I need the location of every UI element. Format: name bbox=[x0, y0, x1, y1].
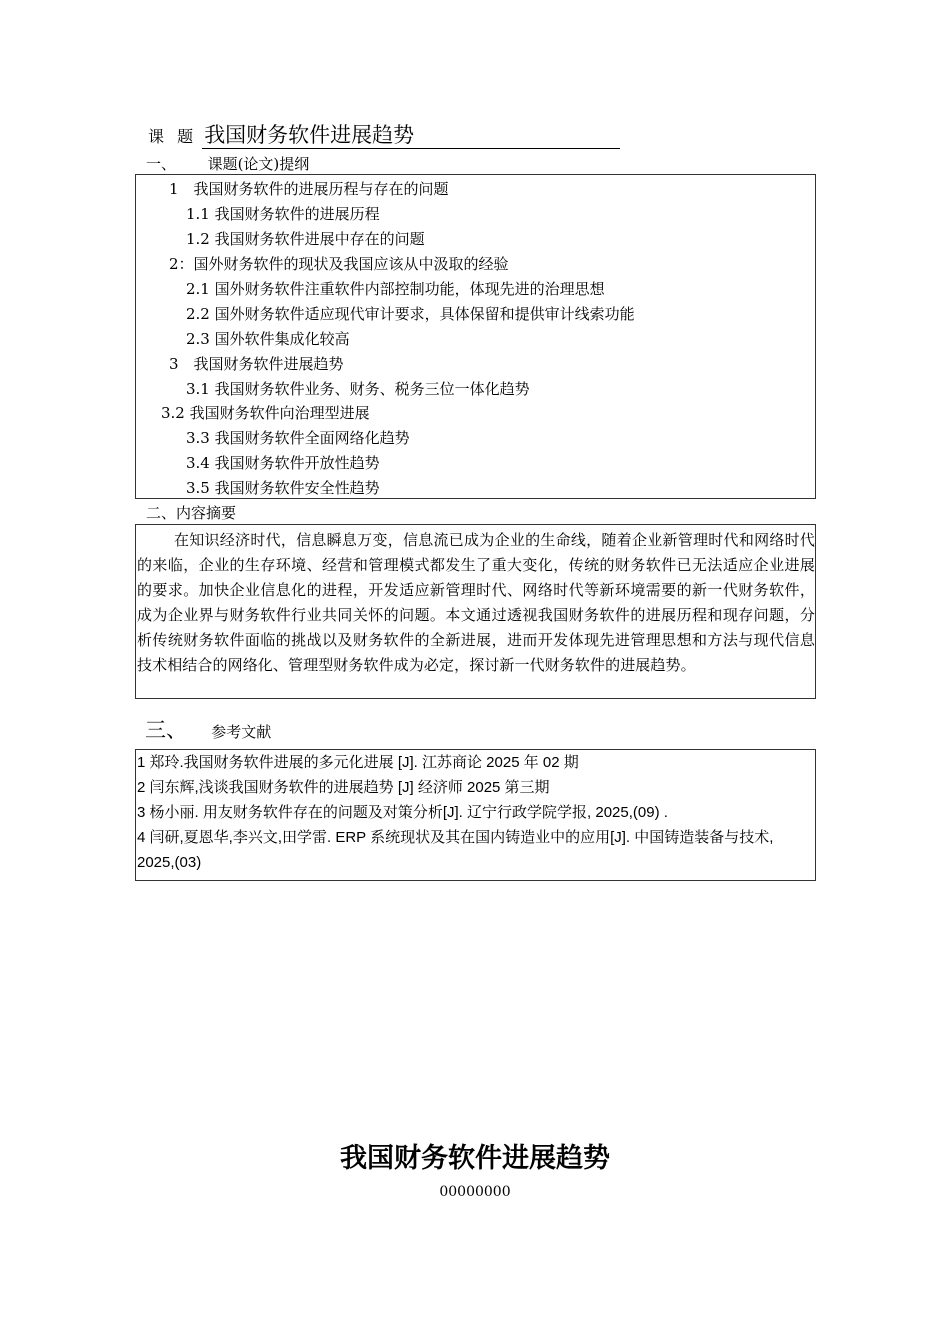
outline-box bbox=[135, 174, 816, 499]
topic-label: 课 题 bbox=[148, 127, 198, 146]
references-box bbox=[135, 749, 816, 881]
reference-item: 4 闫研,夏恩华,李兴文,田学雷. ERP 系统现状及其在国内铸造业中的应用[J]. 中国铸造装备与技术, 2025,(03) bbox=[137, 829, 774, 871]
outline-item: 3.4 我国财务软件开放性趋势 bbox=[186, 454, 380, 472]
outline-item: 2.1 国外财务软件注重软件内部控制功能，体现先进的治理思想 bbox=[186, 280, 605, 298]
outline-item: 1 我国财务软件的进展历程与存在的问题 bbox=[169, 180, 449, 198]
outline-heading bbox=[146, 153, 309, 174]
abstract-text: 在知识经济时代，信息瞬息万变，信息流已成为企业的生命线，随着企业新管理时代和网络时代的来临，企业的生存环境、经营和管理模式都发生了重大变化，传统的财务软件已无法适应企业进展的要求。加快企业信息化的进程，开发适应新管理时代、网络时代等新环境需要的新一代财务软件，成为企业界与财务软件行业共同关怀的问题。本文通过透视我国财务软件的进展历程和现存问题，分析传统财务软件面临的挑战以及财务软件的全新进展，进而开发体现先进管理思想和方法与现代信息技术相结合的网络化、管理型财务软件成为必定，探讨新一代财务软件的进展趋势。 bbox=[137, 531, 815, 674]
outline-item: 2.3 国外软件集成化较高 bbox=[186, 330, 350, 348]
paper-title: 我国财务软件进展趋势 bbox=[340, 1143, 610, 1174]
references-heading-text: 参考文献 bbox=[211, 723, 272, 741]
abstract-heading: 二、内容摘要 bbox=[146, 504, 237, 522]
topic-line bbox=[148, 122, 620, 149]
reference-item: 2 闫东辉,浅谈我国财务软件的进展趋势 [J] 经济师 2025 第三期 bbox=[137, 779, 550, 796]
outline-item: 3.3 我国财务软件全面网络化趋势 bbox=[186, 429, 410, 447]
references-heading bbox=[145, 714, 271, 744]
references-heading-number: 三、 bbox=[145, 718, 187, 742]
reference-item: 1 郑玲.我国财务软件进展的多元化进展 [J]. 江苏商论 2025 年 02 期 bbox=[137, 754, 579, 771]
outline-item: 1.2 我国财务软件进展中存在的问题 bbox=[186, 230, 425, 248]
topic-title: 我国财务软件进展趋势 bbox=[202, 122, 620, 149]
student-id: 00000000 bbox=[439, 1184, 511, 1200]
outline-item: 3.5 我国财务软件安全性趋势 bbox=[186, 479, 380, 497]
outline-heading-number: 一、 bbox=[146, 155, 177, 173]
abstract-box bbox=[135, 524, 816, 699]
outline-item: 3.2 我国财务软件向治理型进展 bbox=[161, 404, 370, 422]
outline-item: 3.1 我国财务软件业务、财务、税务三位一体化趋势 bbox=[186, 380, 530, 398]
outline-heading-text: 课题(论文)提纲 bbox=[207, 155, 310, 173]
reference-item: 3 杨小丽. 用友财务软件存在的问题及对策分析[J]. 辽宁行政学院学报, 2025,(09) . bbox=[137, 804, 668, 821]
outline-item: 2：国外财务软件的现状及我国应该从中汲取的经验 bbox=[169, 255, 509, 273]
outline-item: 2.2 国外财务软件适应现代审计要求，具体保留和提供审计线索功能 bbox=[186, 305, 635, 323]
outline-item: 3 我国财务软件进展趋势 bbox=[169, 355, 344, 373]
outline-item: 1.1 我国财务软件的进展历程 bbox=[186, 205, 380, 223]
